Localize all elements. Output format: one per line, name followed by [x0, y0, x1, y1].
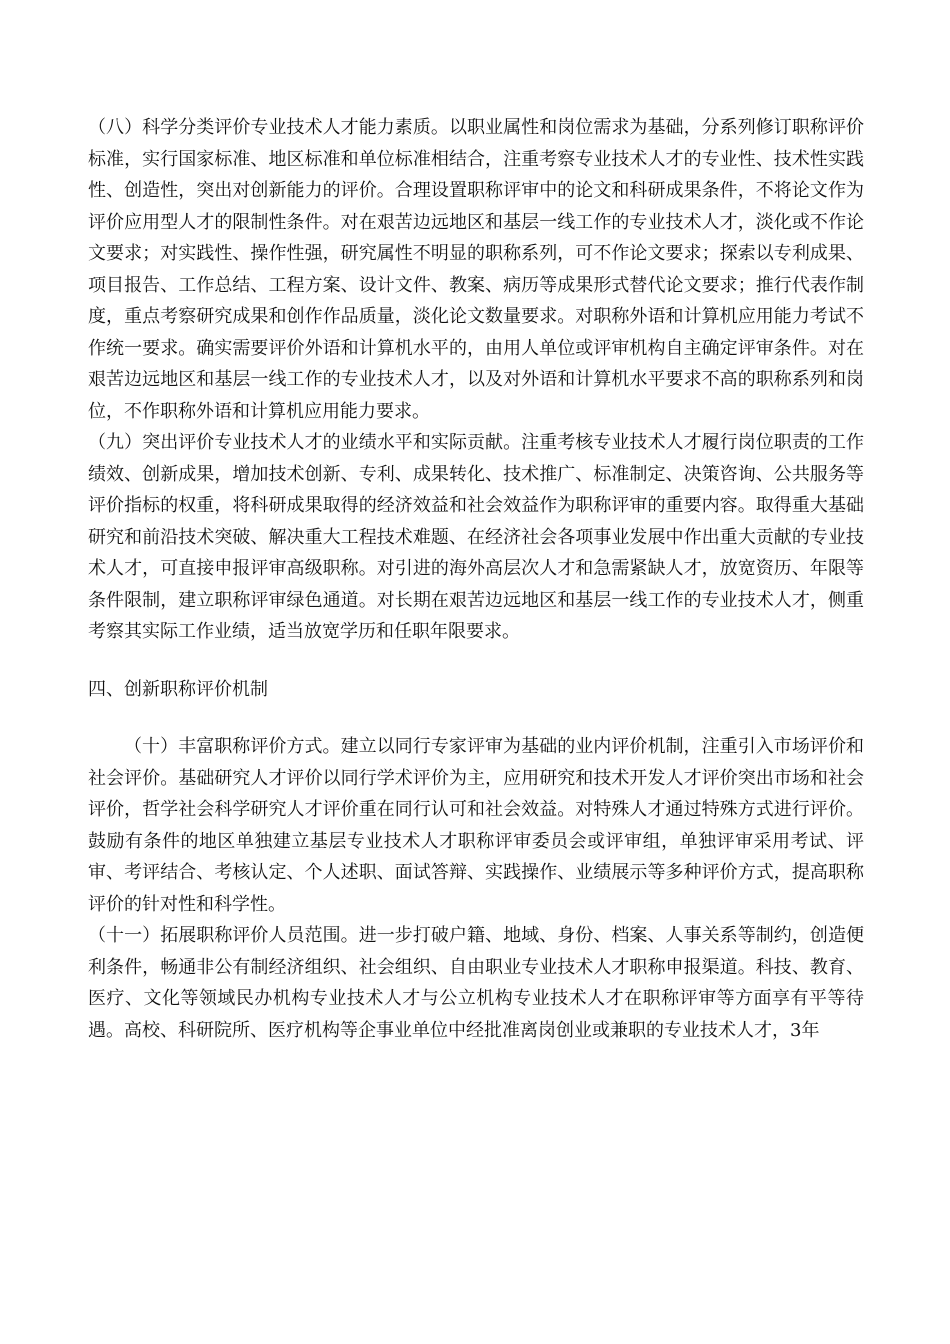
paragraph-eight: （八）科学分类评价专业技术人才能力素质。以职业属性和岗位需求为基础，分系列修订职称评价标准，实行国家标准、地区标准和单位标准相结合，注重考察专业技术人才的专业性、技术性实践性、创造性，突出对创新能力的评价。合理设置职称评审中的论文和科研成果条件，不将论文作为评价应用型人才的限制性条件。对在艰苦边远地区和基层一线工作的专业技术人才，淡化或不作论文要求；对实践性、操作性强，研究属性不明显的职称系列，可不作论文要求；探索以专利成果、项目报告、工作总结、工程方案、设计文件、教案、病历等成果形式替代论文要求；推行代表作制度，重点考察研究成果和创作作品质量，淡化论文数量要求。对职称外语和计算机应用能力考试不作统一要求。确实需要评价外语和计算机水平的，由用人单位或评审机构自主确定评审条件。对在艰苦边远地区和基层一线工作的专业技术人才，以及对外语和计算机水平要求不高的职称系列和岗位，不作职称外语和计算机应用能力要求。: [88, 117, 864, 422]
document-page: [88, 112, 864, 1046]
section-heading-four: 四、创新职称评价机制: [88, 678, 268, 700]
paragraph-nine: （九）突出评价专业技术人才的业绩水平和实际贡献。注重考核专业技术人才履行岗位职责的工作绩效、创新成果，增加技术创新、专利、成果转化、技术推广、标准制定、决策咨询、公共服务等评价指标的权重，将科研成果取得的经济效益和社会效益作为职称评审的重要内容。取得重大基础研究和前沿技术突破、解决重大工程技术难题、在经济社会各项事业发展中作出重大贡献的专业技术人才，可直接申报评审高级职称。对引进的海外高层次人才和急需紧缺人才，放宽资历、年限等条件限制，建立职称评审绿色通道。对长期在艰苦边远地区和基层一线工作的专业技术人才，侧重考察其实际工作业绩，适当放宽学历和任职年限要求。: [88, 432, 864, 642]
paragraph-ten: （十）丰富职称评价方式。建立以同行专家评审为基础的业内评价机制，注重引入市场评价和社会评价。基础研究人才评价以同行学术评价为主，应用研究和技术开发人才评价突出市场和社会评价，哲学社会科学研究人才评价重在同行认可和社会效益。对特殊人才通过特殊方式进行评价。鼓励有条件的地区单独建立基层专业技术人才职称评审委员会或评审组，单独评审采用考试、评审、考评结合、考核认定、个人述职、面试答辩、实践操作、业绩展示等多种评价方式，提高职称评价的针对性和科学性。: [88, 736, 864, 915]
paragraph-eleven: （十一）拓展职称评价人员范围。进一步打破户籍、地域、身份、档案、人事关系等制约，创造便利条件，畅通非公有制经济组织、社会组织、自由职业专业技术人才职称申报渠道。科技、教育、医疗、文化等领域民办机构专业技术人才与公立机构专业技术人才在职称评审等方面享有平等待遇。高校、科研院所、医疗机构等企事业单位中经批准离岗创业或兼职的专业技术人才，3年: [88, 925, 864, 1041]
